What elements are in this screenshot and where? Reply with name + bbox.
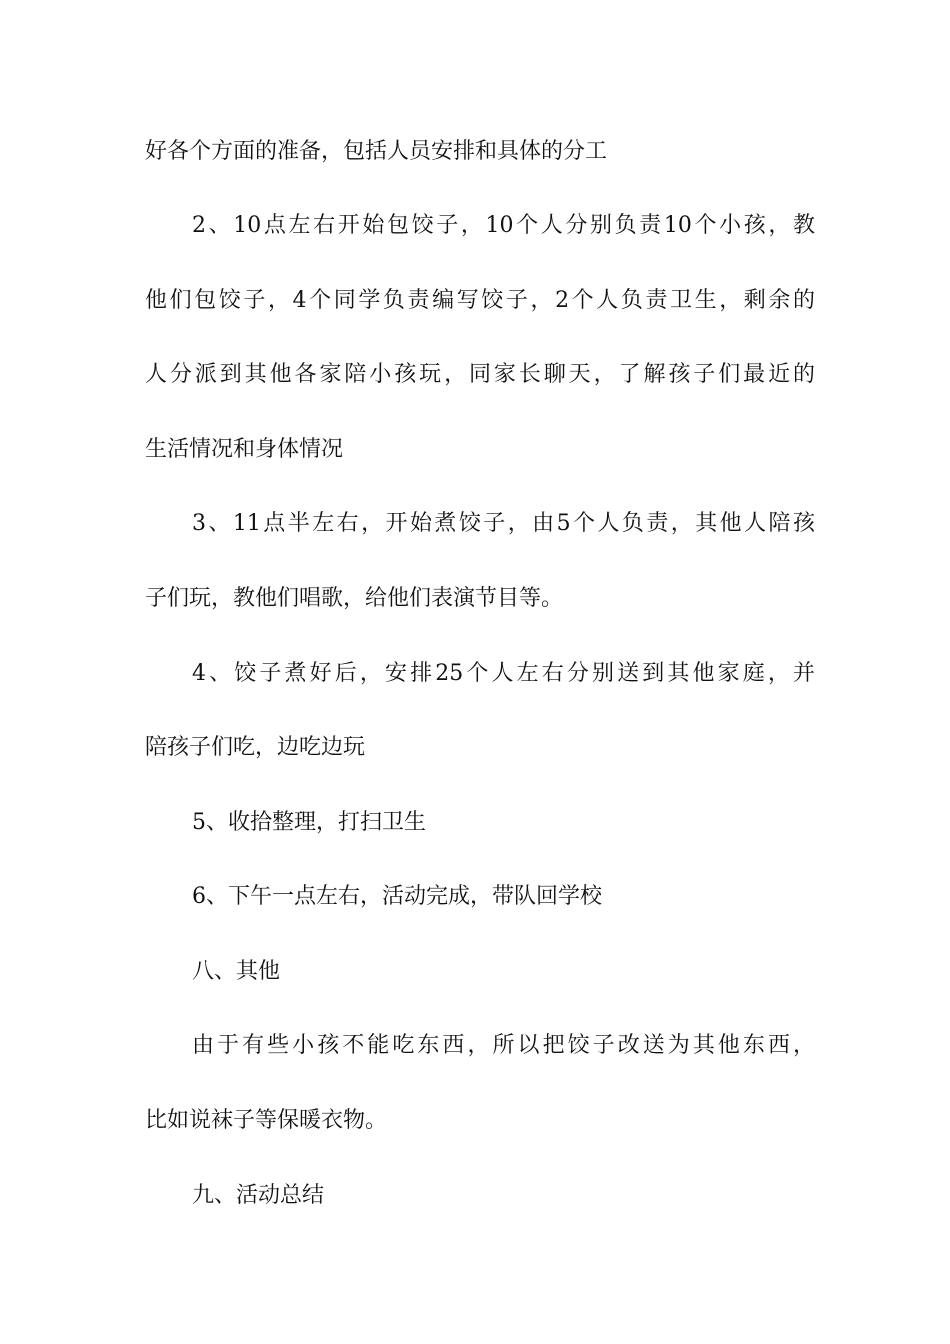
text-line-8: 4、饺子煮好后，安排25个人左右分别送到其他家庭，并 bbox=[192, 661, 815, 686]
text-line-4: 人分派到其他各家陪小孩玩，同家长聊天，了解孩子们最近的 bbox=[145, 362, 815, 387]
text-line-11: 6、下午一点左右，活动完成，带队回学校 bbox=[192, 884, 602, 909]
text-line-14: 比如说袜子等保暖衣物。 bbox=[145, 1108, 388, 1133]
text-line-13: 由于有些小孩不能吃东西，所以把饺子改送为其他东西， bbox=[192, 1033, 815, 1058]
text-line-5: 生活情况和身体情况 bbox=[145, 437, 344, 462]
text-line-3: 他们包饺子，4个同学负责编写饺子，2个人负责卫生，剩余的 bbox=[145, 288, 815, 313]
text-line-2: 2、10点左右开始包饺子，10个人分别负责10个小孩，教 bbox=[192, 213, 815, 238]
text-line-10: 5、收拾整理，打扫卫生 bbox=[192, 810, 426, 835]
text-line-7: 子们玩，教他们唱歌，给他们表演节目等。 bbox=[145, 586, 564, 611]
text-line-6: 3、11点半左右，开始煮饺子，由5个人负责，其他人陪孩 bbox=[192, 511, 815, 536]
text-line-9: 陪孩子们吃，边吃边玩 bbox=[145, 735, 366, 760]
section-heading-other: 八、其他 bbox=[192, 959, 281, 984]
text-line-1: 好各个方面的准备，包括人员安排和具体的分工 bbox=[145, 139, 608, 164]
section-heading-summary: 九、活动总结 bbox=[192, 1183, 325, 1208]
